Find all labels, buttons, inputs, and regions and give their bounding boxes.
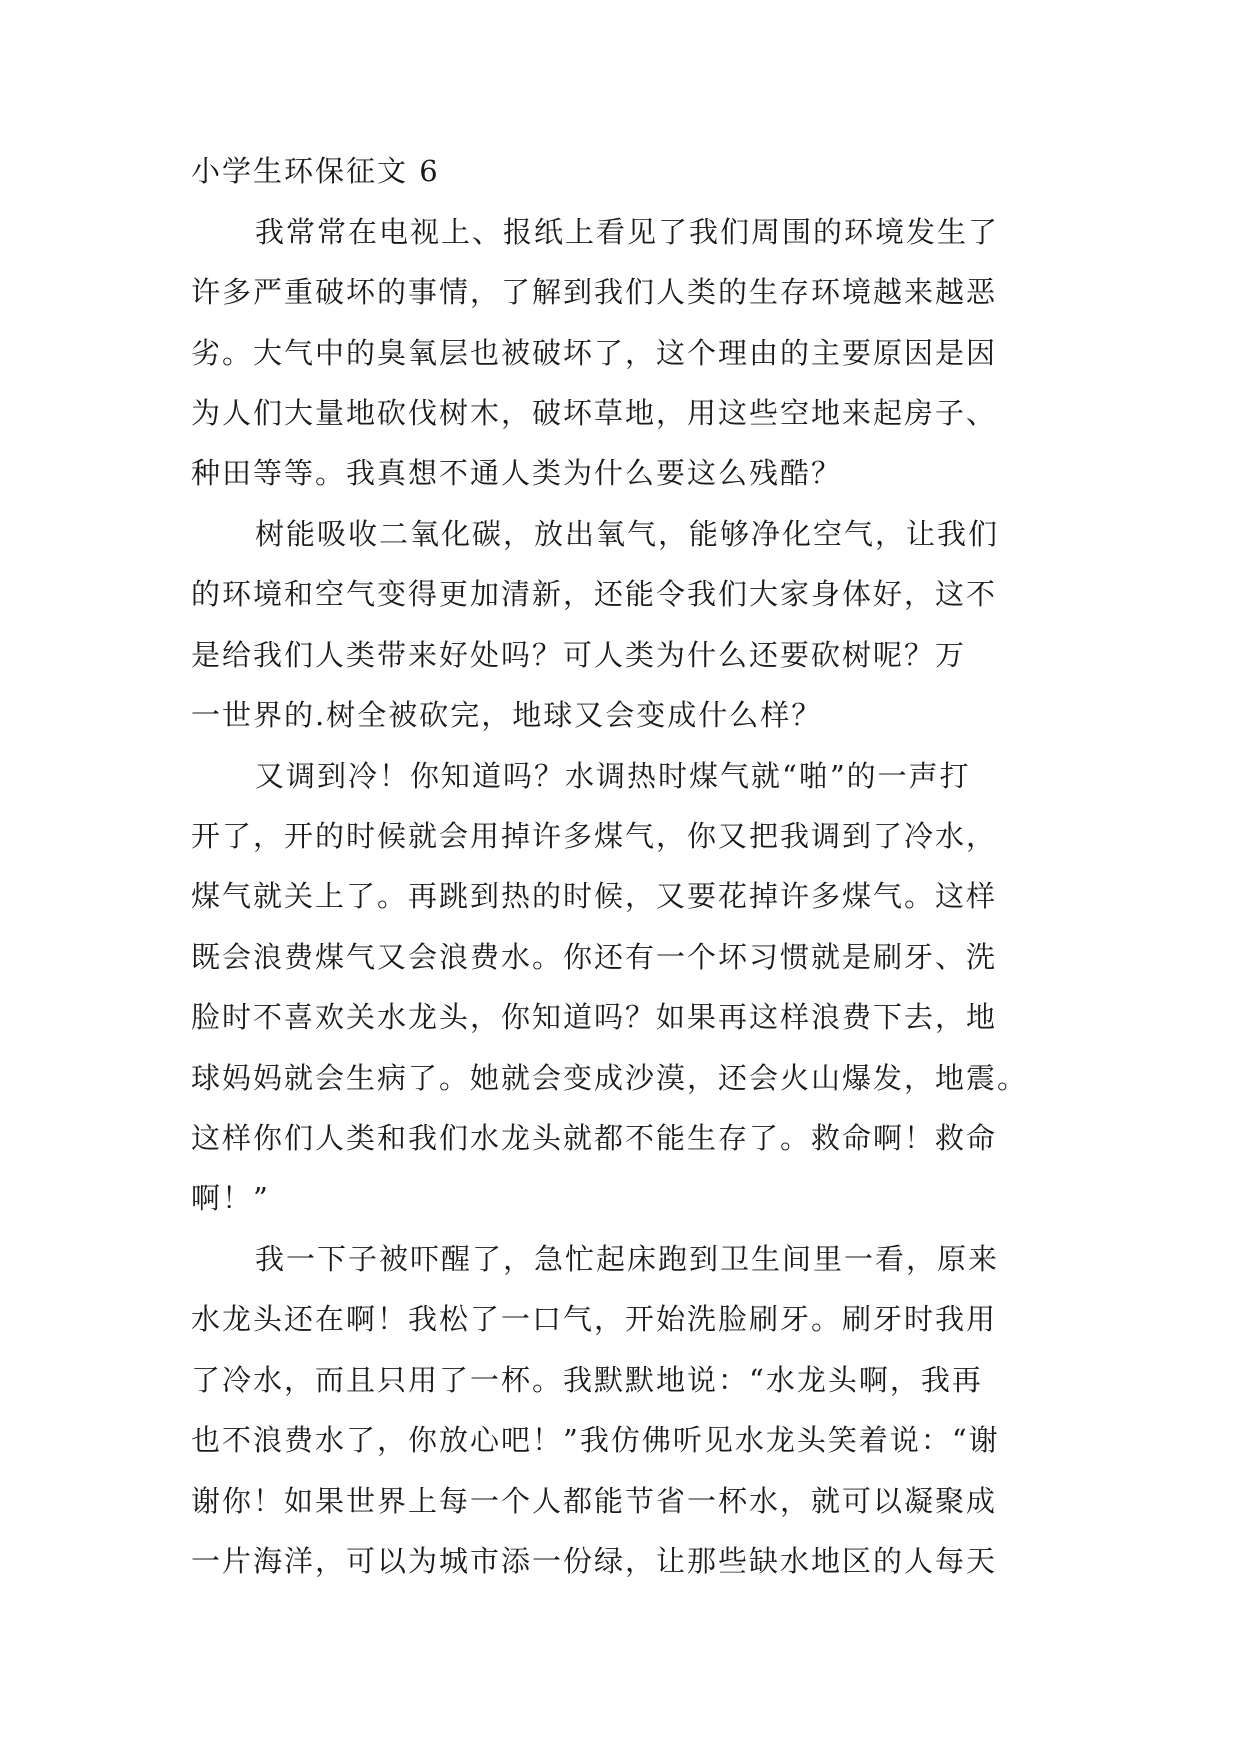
- paragraph-3-line-7: 这样你们人类和我们水龙头就都不能生存了。救命啊！救命: [191, 1121, 998, 1155]
- paragraph-1-line-5: 种田等等。我真想不通人类为什么要这么残酷？: [191, 456, 843, 490]
- paragraph-3-line-4: 既会浪费煤气又会浪费水。你还有一个坏习惯就是刷牙、洗: [191, 940, 998, 974]
- paragraph-1-line-1: 我常常在电视上、报纸上看见了我们周围的环境发生了: [255, 215, 1000, 249]
- paragraph-4-line-1: 我一下子被吓醒了，急忙起床跑到卫生间里一看，原来: [255, 1242, 1000, 1276]
- paragraph-2-line-2: 的环境和空气变得更加清新，还能令我们大家身体好，这不: [191, 577, 998, 611]
- paragraph-2-line-3: 是给我们人类带来好处吗？可人类为什么还要砍树呢？万: [191, 638, 967, 672]
- paragraph-1-line-4: 为人们大量地砍伐树木，破坏草地，用这些空地来起房子、: [191, 396, 998, 430]
- paragraph-2-line-4: 一世界的.树全被砍完，地球又会变成什么样？: [191, 698, 823, 732]
- paragraph-4-line-3: 了冷水，而且只用了一杯。我默默地说：“水龙头啊，我再: [191, 1363, 983, 1397]
- paragraph-3-line-3: 煤气就关上了。再跳到热的时候，又要花掉许多煤气。这样: [191, 879, 998, 913]
- paragraph-4-line-4: 也不浪费水了，你放心吧！”我仿佛听见水龙头笑着说：“谢: [191, 1423, 1000, 1457]
- paragraph-1-line-2: 许多严重破坏的事情，了解到我们人类的生存环境越来越恶: [191, 275, 998, 309]
- paragraph-3-line-2: 开了，开的时候就会用掉许多煤气，你又把我调到了冷水，: [191, 819, 998, 853]
- paragraph-4-line-6: 一片海洋，可以为城市添一份绿，让那些缺水地区的人每天: [191, 1544, 998, 1578]
- document-title: 小学生环保征文 6: [191, 154, 440, 188]
- paragraph-3-line-8: 啊！”: [191, 1181, 270, 1215]
- paragraph-2-line-1: 树能吸收二氧化碳，放出氧气，能够净化空气，让我们: [255, 517, 1000, 551]
- paragraph-4-line-2: 水龙头还在啊！我松了一口气，开始洗脸刷牙。刷牙时我用: [191, 1302, 998, 1336]
- paragraph-3-line-6: 球妈妈就会生病了。她就会变成沙漠，还会火山爆发，地震。: [191, 1061, 1029, 1095]
- paragraph-3-line-5: 脸时不喜欢关水龙头，你知道吗？如果再这样浪费下去，地: [191, 1000, 998, 1034]
- paragraph-3-line-1: 又调到冷！你知道吗？水调热时煤气就“啪”的一声打: [255, 759, 971, 793]
- paragraph-1-line-3: 劣。大气中的臭氧层也被破坏了，这个理由的主要原因是因: [191, 336, 998, 370]
- paragraph-4-line-5: 谢你！如果世界上每一个人都能节省一杯水，就可以凝聚成: [191, 1484, 998, 1518]
